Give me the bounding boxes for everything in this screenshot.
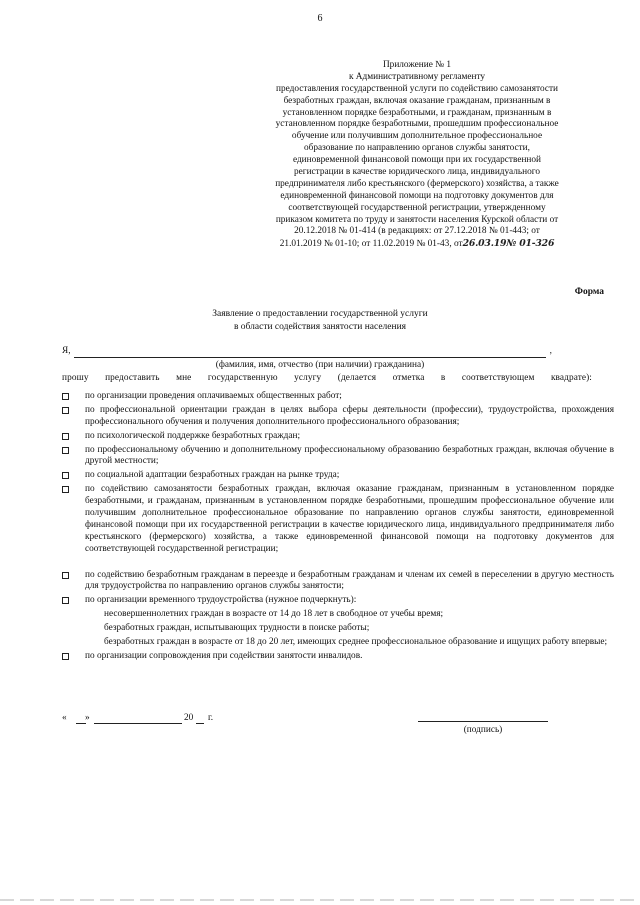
appendix-line: обучение или получившим дополнительное профессиональное	[291, 131, 543, 142]
year-prefix: 20	[184, 713, 194, 723]
year-suffix: г.	[208, 713, 214, 723]
appendix-line: безработных граждан, включая оказание гражданам, признанным в	[283, 95, 551, 106]
signature-field[interactable]	[418, 721, 548, 722]
checkbox-icon[interactable]	[62, 433, 69, 440]
appendix-line: установленном порядке безработными, прошедшим профессиональное	[275, 119, 559, 130]
checkbox-icon[interactable]	[62, 393, 69, 400]
appendix-line: единовременной финансовой помощи на подготовку документов для	[280, 190, 554, 201]
checkbox-icon[interactable]	[62, 597, 69, 604]
signature-hint: (подпись)	[463, 725, 503, 735]
applicant-suffix: ,	[549, 346, 552, 356]
appendix-last-line	[247, 238, 587, 251]
appendix-line: предоставления государственной услуги по содействию самозанятости	[275, 83, 559, 94]
option-label: по организации временного трудоустройства (нужное подчеркнуть):	[85, 595, 357, 606]
applicant-name-field[interactable]	[74, 357, 546, 358]
appendix-line: предпринимателя либо крестьянского (фермерского) хозяйства, а также	[275, 178, 559, 189]
appendix-line: единовременной финансовой помощи при их государственной	[292, 155, 542, 166]
date-close-quote: »	[85, 713, 90, 723]
service-option	[62, 470, 614, 482]
service-option	[62, 391, 614, 403]
document-title-line: Заявление о предоставлении государственной услуги	[212, 309, 428, 319]
month-field[interactable]	[94, 723, 182, 724]
option-label: по содействию безработным гражданам в переезде и безработным гражданам и членам их семей в переселении в другую местность для трудоустройства по направлению органов службы занятости;	[85, 569, 614, 592]
service-option	[62, 484, 614, 555]
option-label: по организации проведения оплачиваемых общественных работ;	[85, 391, 342, 401]
applicant-hint: (фамилия, имя, отчество (при наличии) гражданина)	[215, 360, 425, 370]
service-option	[62, 651, 614, 663]
service-option	[62, 431, 614, 443]
checkbox-icon[interactable]	[62, 572, 69, 579]
service-option	[62, 445, 614, 469]
temp-employment-suboption[interactable]: безработных граждан в возрасте от 18 до 20 лет, имеющих среднее профессиональное образование и ищущих работу впервые;	[104, 637, 608, 648]
option-label: по профессиональному обучению и дополнительному профессиональному образованию безработных граждан, включая обучение в другой местности;	[85, 444, 614, 467]
appendix-line: приказом комитета по труду и занятости населения Курской области от	[275, 214, 559, 225]
checkbox-icon[interactable]	[62, 486, 69, 493]
appendix-line: установленном порядке безработными, и гражданам, признанным в	[282, 107, 552, 118]
temp-employment-suboption[interactable]: безработных граждан, испытывающих трудности в поиске работы;	[104, 623, 370, 634]
date-line	[62, 713, 262, 727]
appendix-line: регистрации в качестве юридического лица, индивидуального	[293, 167, 540, 178]
document-title	[0, 308, 640, 333]
year-field[interactable]	[196, 723, 204, 724]
handwritten-amendment: 26.03.19№ 01-326	[462, 238, 555, 250]
service-options	[62, 391, 614, 665]
appendix-line: к Административному регламенту	[348, 71, 486, 82]
form-label: Форма	[574, 287, 604, 297]
checkbox-icon[interactable]	[62, 653, 69, 660]
option-label: по социальной адаптации безработных граждан на рынке труда;	[85, 470, 340, 481]
option-label: по содействию самозанятости безработных граждан, включая оказание гражданам, признанным в установленном порядке безработными, и гражданам, признанным в установленном порядке безработными, прошедшим профессиональное обучение или получившим дополнительное профессиональное образование по направлению органов службы занятости, единовременной финансовой помощи при их государственной регистрации в качестве юридического лица, индивидуального предпринимателя либо крестьянского (фермерского) хозяйства, а также единовременной финансовой помощи на подготовку документов для соответствующей государственной регистрации;	[85, 484, 614, 554]
appendix-block	[247, 60, 587, 251]
scan-edge-artifact	[0, 899, 640, 901]
option-label: по организации сопровождения при содействии занятости инвалидов.	[85, 650, 363, 661]
checkbox-icon[interactable]	[62, 407, 69, 414]
service-option	[62, 570, 614, 594]
option-label: по профессиональной ориентации граждан в целях выбора сферы деятельности (профессии), трудоустройства, прохождения профессионального обучения и получения дополнительного профессионального образования;	[85, 404, 614, 427]
checkbox-icon[interactable]	[62, 447, 69, 454]
option-label: по психологической поддержке безработных граждан;	[85, 430, 301, 441]
checkbox-icon[interactable]	[62, 472, 69, 479]
temp-employment-suboption[interactable]: несовершеннолетних граждан в возрасте от 14 до 18 лет в свободное от учебы время;	[104, 609, 444, 620]
service-option	[62, 595, 614, 607]
appendix-line: соответствующей государственной регистрации, утвержденному	[288, 202, 546, 213]
appendix-last-line-text: 21.01.2019 № 01-10; от 11.02.2019 № 01-43, от	[279, 239, 463, 250]
service-option	[62, 405, 614, 429]
applicant-row	[62, 346, 552, 360]
document-title-line: в области содействия занятости населения	[233, 321, 407, 332]
applicant-prefix: Я,	[62, 346, 71, 356]
appendix-line: 20.12.2018 № 01-414 (в редакциях: от 27.12.2018 № 01-443; от	[294, 226, 540, 237]
appendix-line: образование по направлению органов службы занятости,	[304, 143, 530, 154]
request-text: прошу предоставить мне государственную услугу (делается отметка в соответствующем квадрате):	[62, 373, 592, 383]
appendix-title: Приложение № 1	[382, 60, 452, 70]
page-number: 6	[317, 13, 323, 24]
date-open-quote: «	[62, 713, 67, 723]
